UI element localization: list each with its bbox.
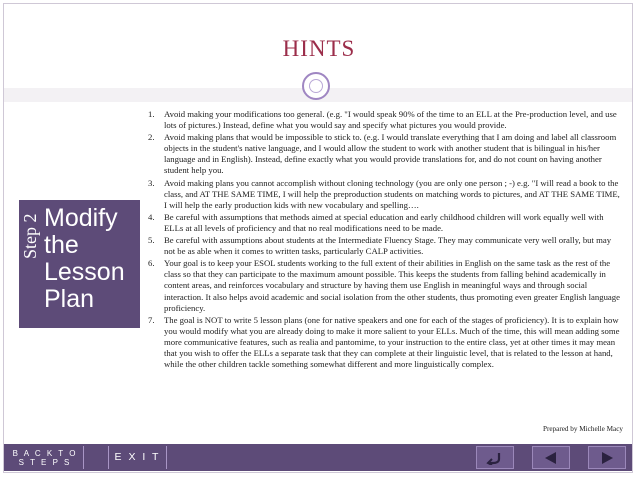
list-number: 4. <box>148 211 155 222</box>
list-text: Avoid making your modifications too general. (e.g. "I would speak 90% of the time to an ELL at the Pre-production level, and use lots of pictures.) Instead, define what you would say and specify what pictures you would provide. <box>164 109 617 131</box>
author-credit: Prepared by Michelle Macy <box>542 425 623 433</box>
list-number: 6. <box>148 258 155 269</box>
list-item <box>142 315 620 370</box>
next-button[interactable] <box>588 446 626 469</box>
list-text: Avoid making plans you cannot accomplish without cloning technology (you are only one person ; -) e.g. "I will read a book to the class, and AT THE SAME TIME, I will help the preproduction students on matching words to pictures, and AT THE SAME TIME, I will help the early production kids with new vocabulary and spelling…. <box>164 177 620 210</box>
heading-line: Modify <box>44 204 118 232</box>
triangle-right-icon <box>598 451 616 465</box>
heading-line: Plan <box>44 285 95 313</box>
return-icon <box>486 451 504 465</box>
return-button[interactable] <box>476 446 514 469</box>
list-text: Your goal is to keep your ESOL students working to the full extent of their abilities in English on the same task as the rest of the class so that they can participate to the maximum amount possible. This keeps the students from falling behind academically in content areas, and reinforces vocabulary and structure by having them use English in meaningful ways and through social interaction. It also helps avoid academic and social isolation from the other students, thus promoting even greater English language proficiency. <box>164 258 620 313</box>
list-number: 7. <box>148 314 155 325</box>
list-item <box>142 235 620 257</box>
list-number: 5. <box>148 235 155 246</box>
previous-button[interactable] <box>532 446 570 469</box>
decorative-circle-icon <box>302 72 330 100</box>
back-to-steps-button[interactable] <box>7 446 84 469</box>
back-label-line: S T E P S <box>18 458 72 467</box>
step-label: Step 2 <box>20 213 40 259</box>
triangle-left-icon <box>542 451 560 465</box>
heading-line: the <box>44 231 79 259</box>
exit-button[interactable]: E X I T <box>108 446 167 469</box>
heading-line: Lesson <box>44 258 125 286</box>
list-item <box>142 178 620 211</box>
list-text: Be careful with assumptions that methods aimed at special education and early childhood children will work equally well with ELLs at all levels of proficiency and that no real modifications need to be made. <box>164 211 604 233</box>
page-title: HINTS <box>282 36 356 61</box>
list-number: 1. <box>148 109 155 119</box>
list-number: 3. <box>148 177 155 188</box>
list-text: Be careful with assumptions about students at the Intermediate Fluency Stage. They may communicate very well orally, but may not be as able when it comes to written tasks, particularly CALP activities. <box>164 235 612 257</box>
list-item <box>142 109 620 131</box>
list-text: The goal is NOT to write 5 lesson plans (one for native speakers and one for each of the stages of proficiency). It is to explain how you would modify what you are already doing to make it more salient to your ELLs. Much of the time, this will mean adding some more communicative features, such as realia and pantomime, to your instruction to the entire class, yet at other times it may mean that you wish to offer the ELLs a separate task that they can complete at their linguistic level, that is related to the lesson at hand, while the other children tackle something somewhat different and more linguistically complex. <box>164 314 620 370</box>
list-item <box>142 212 620 234</box>
list-text: Avoid making plans that would be impossible to stick to. (e.g. I would translate everything that I am doing and label all classroom objects in the student's native language, and I would allow the student to work with another student that is bilingual in his/her language and in English). Instead, define exactly what you would provide translations for, and do not count on having another student help you. <box>164 132 617 176</box>
sidebar-heading <box>44 205 144 313</box>
list-item <box>142 132 620 176</box>
list-item <box>142 258 620 313</box>
back-label-line: B A C K T O <box>12 449 78 458</box>
list-number: 2. <box>148 132 155 143</box>
hints-list <box>142 109 620 371</box>
